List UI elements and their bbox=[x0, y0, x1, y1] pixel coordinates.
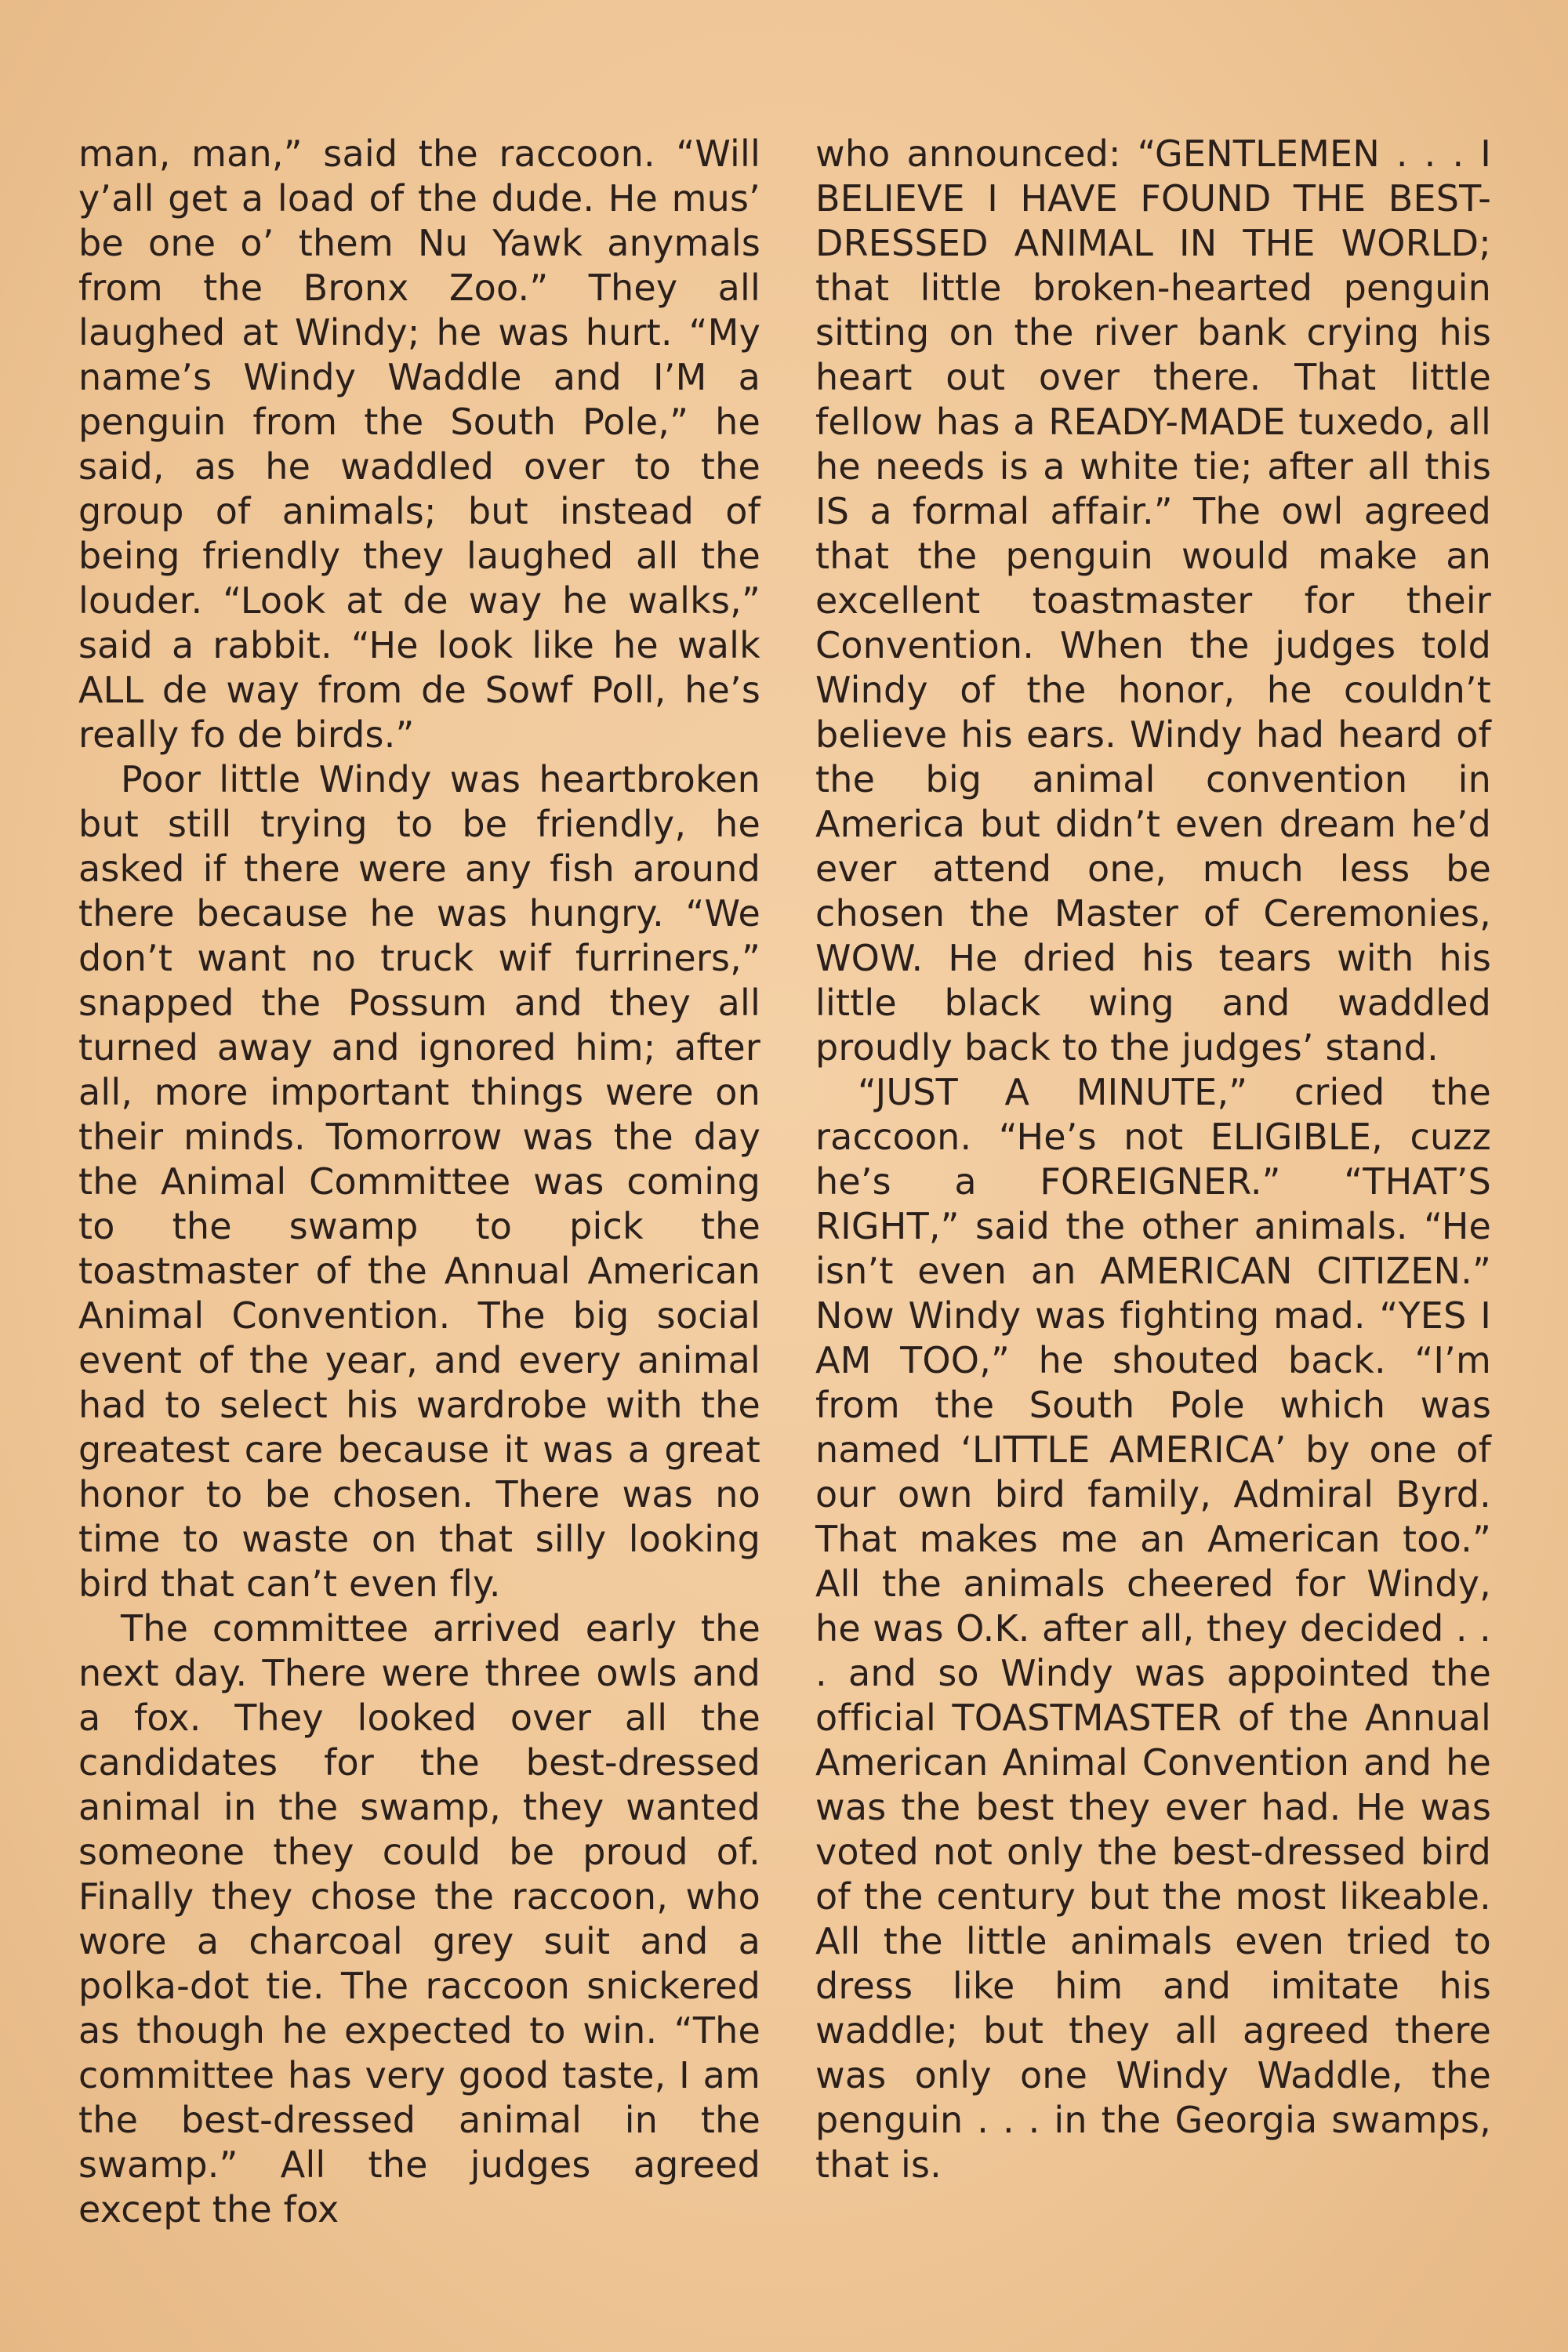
left-text-column bbox=[78, 132, 760, 2232]
story-paragraph: The committee arrived early the next day. There were three owls and a fox. They looked over all the candidates for the best-dressed animal in the swamp, they wanted someone they could be proud of. Finally they chose the raccoon, who wore a charcoal grey suit and a polka-dot tie. The raccoon snickered as though he expected to win. “The committee has very good taste, I am the best-dressed animal in the swamp.” All the judges agreed except the fox bbox=[78, 1607, 760, 2230]
story-paragraph: man, man,” said the raccoon. “Will y’all get a load of the dude. He mus’ be one o’ them Nu Yawk anymals from the Bronx Zoo.” They all laughed at Windy; he was hurt. “My name’s Windy Waddle and I’M a penguin from the South Pole,” he said, as he waddled over to the group of animals; but instead of being friendly they laughed all the louder. “Look at de way he walks,” said a rabbit. “He look like he walk ALL de way from de Sowf Poll, he’s really fo de birds.” bbox=[78, 132, 760, 756]
story-paragraph: Poor little Windy was heartbroken but still trying to be friendly, he asked if there were any fish around there because he was hungry. “We don’t want no truck wif furriners,” snapped the Possum and they all turned away and ignored him; after all, more important things were on their minds. Tomorrow was the day the Animal Committee was coming to the swamp to pick the toastmaster of the Annual American Animal Convention. The big social event of the year, and every animal had to select his wardrobe with the greatest care because it was a great honor to be chosen. There was no time to waste on that silly looking bird that can’t even fly. bbox=[78, 758, 760, 1605]
story-paragraph: who announced: “GENTLEMEN . . . I BELIEVE I HAVE FOUND THE BEST-DRESSED ANIMAL IN THE WORLD; that little broken-hearted penguin sitting on the river bank crying his heart out over there. That little fellow has a READY-MADE tuxedo, all he needs is a white tie; after all this IS a formal affair.” The owl agreed that the penguin would make an excellent toastmaster for their Convention. When the judges told Windy of the honor, he couldn’t believe his ears. Windy had heard of the big animal convention in America but didn’t even dream he’d ever attend one, much less be chosen the Master of Ceremonies, WOW. He dried his tears with his little black wing and waddled proudly back to the judges’ stand. bbox=[815, 132, 1491, 1069]
story-paragraph: “JUST A MINUTE,” cried the raccoon. “He’s not ELIGIBLE, cuzz he’s a FOREIGNER.” “THAT’S RIGHT,” said the other animals. “He isn’t even an AMERICAN CITIZEN.” Now Windy was fighting mad. “YES I AM TOO,” he shouted back. “I’m from the South Pole which was named ‘LITTLE AMERICA’ by one of our own bird family, Admiral Byrd. That makes me an American too.” All the animals cheered for Windy, he was O.K. after all, they decided . . . and so Windy was appointed the official TOASTMASTER of the Annual American Animal Convention and he was the best they ever had. He was voted not only the best-dressed bird of the century but the most likeable. All the little animals even tried to dress like him and imitate his waddle; but they all agreed there was only one Windy Waddle, the penguin . . . in the Georgia swamps, that is. bbox=[815, 1071, 1491, 2186]
right-text-column bbox=[815, 132, 1491, 2187]
